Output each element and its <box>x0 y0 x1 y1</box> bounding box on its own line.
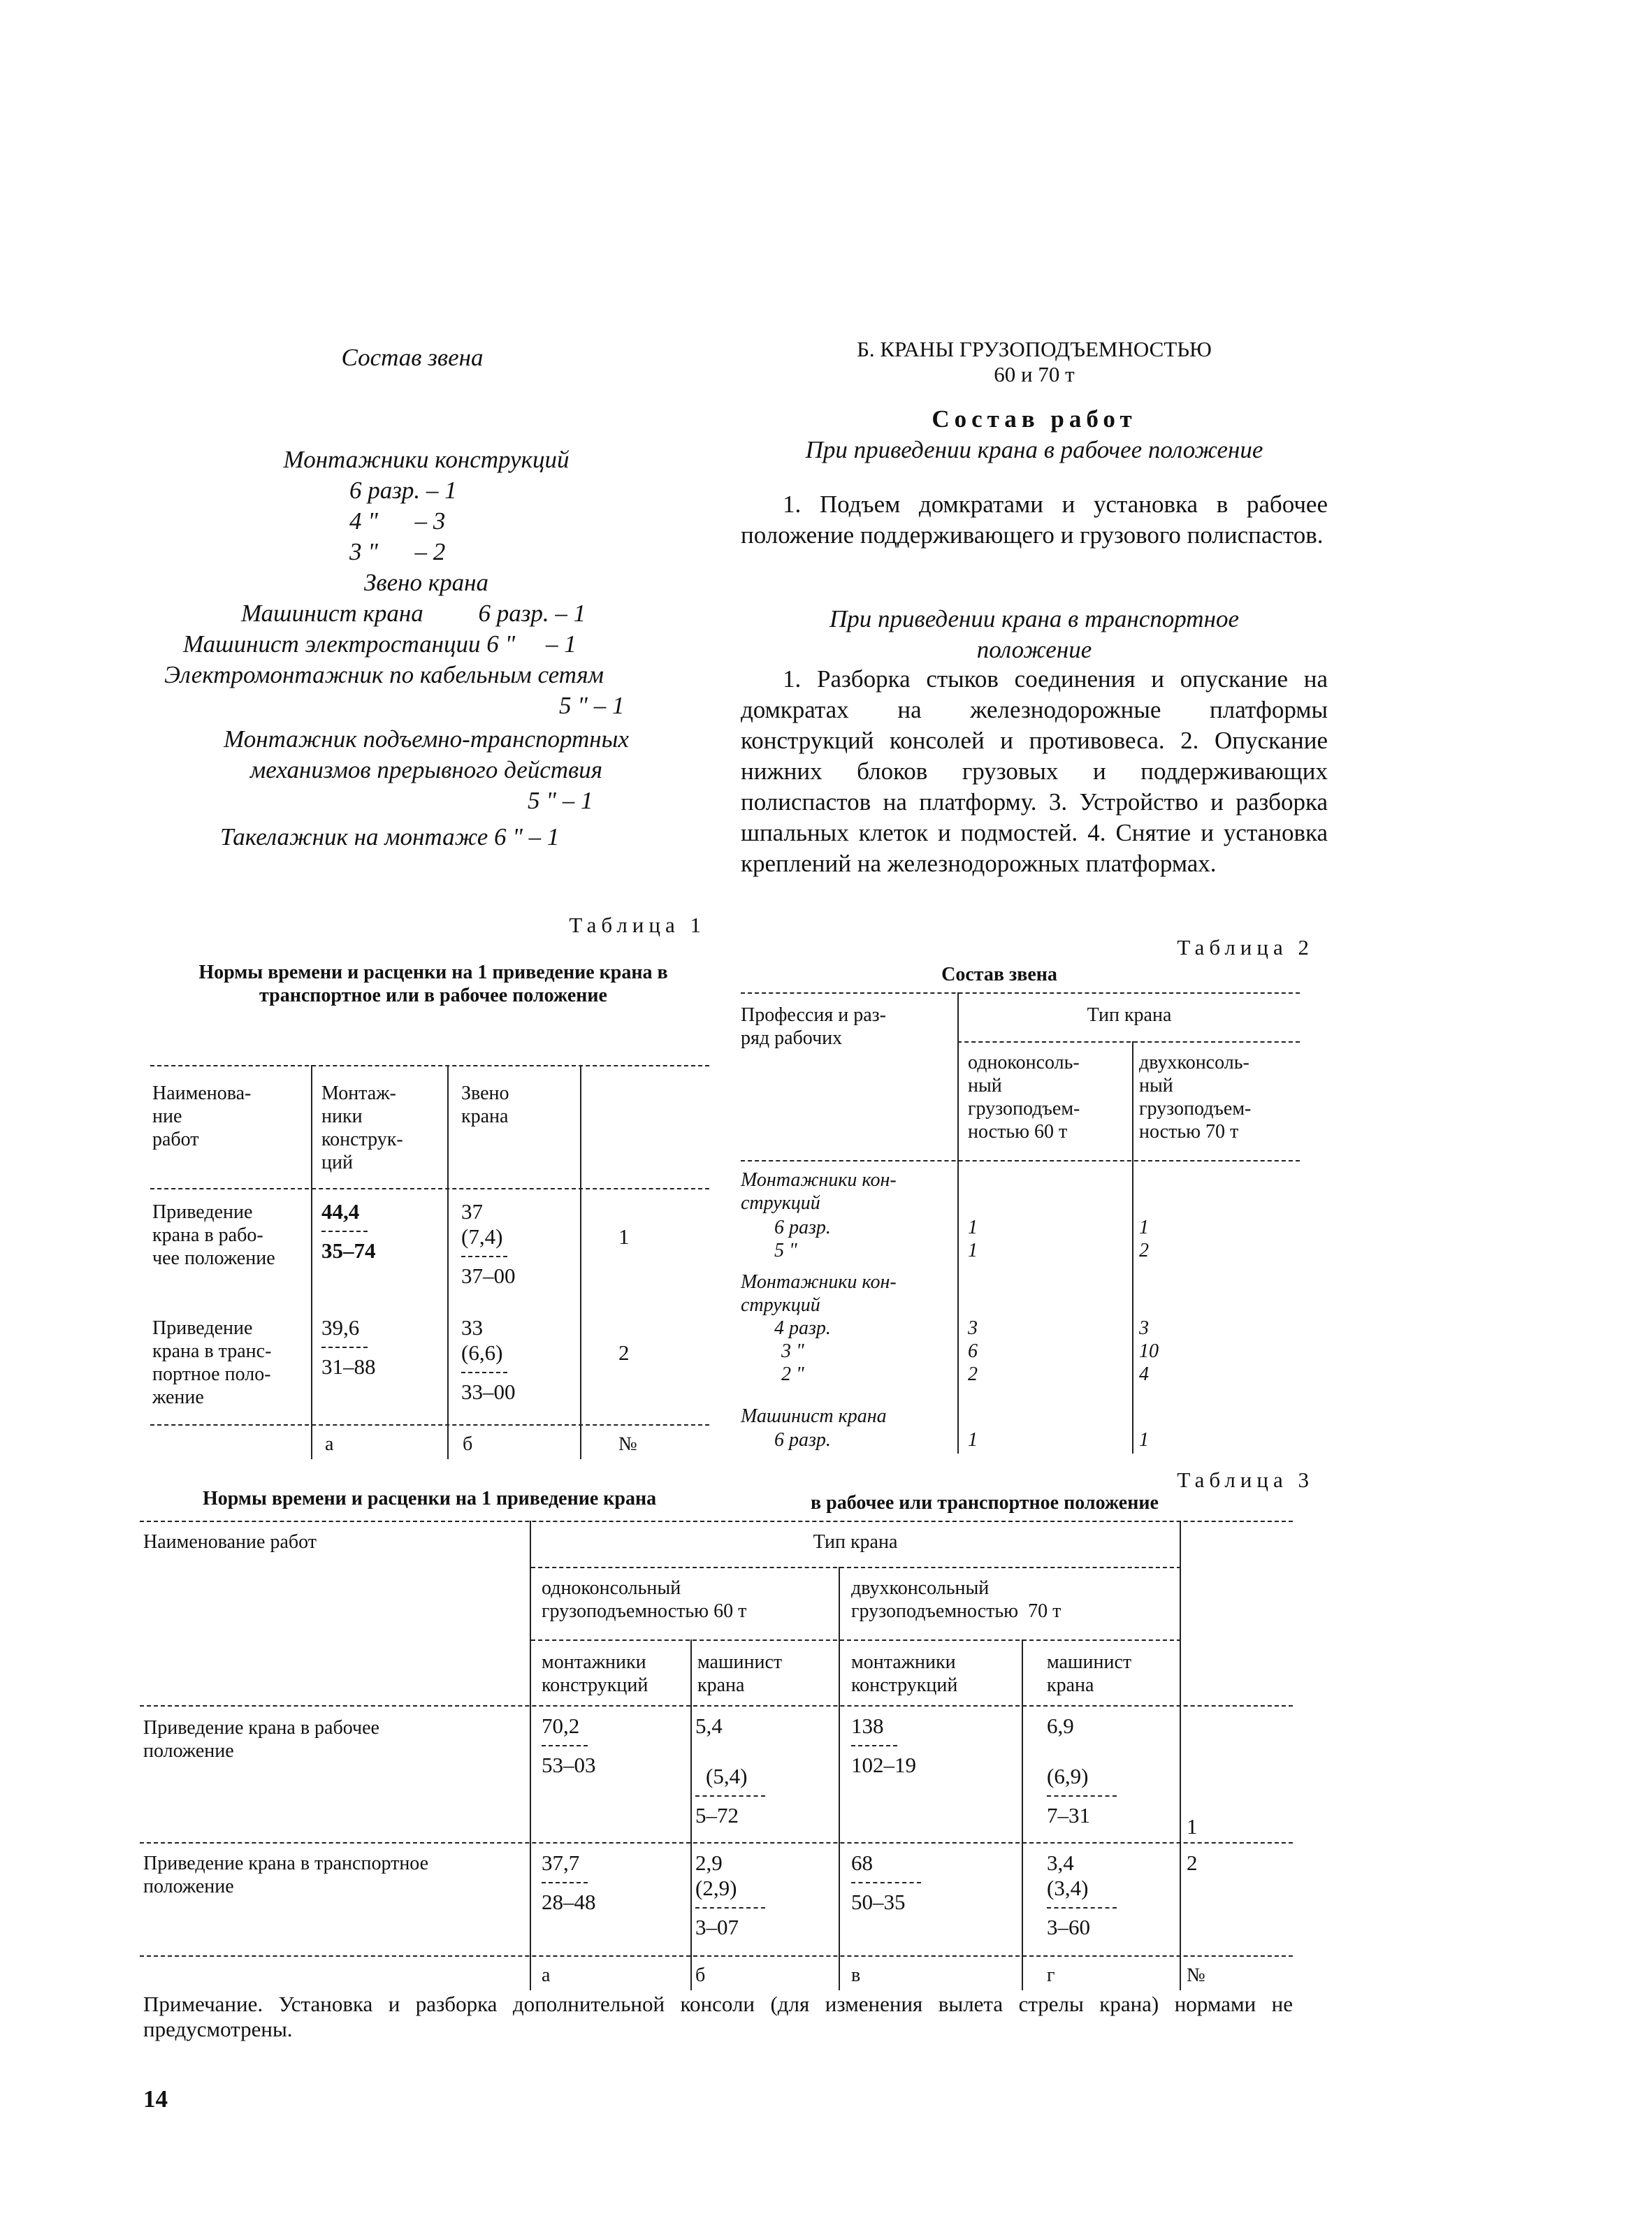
crew-line: Звено крана <box>364 569 488 596</box>
t2-row-val1: 2 <box>968 1363 978 1385</box>
crew-line: 3 " – 2 <box>349 538 446 565</box>
crew-line: 6 разр. – 1 <box>349 477 457 504</box>
crew-line: механизмов прерывного действия <box>249 756 603 783</box>
t2-row-val2: 4 <box>1139 1363 1149 1385</box>
table3-label: Таблица 3 <box>1177 1468 1314 1492</box>
t2-header-col1: одноконсоль- ный грузоподъем- ностью 60 т <box>968 1052 1080 1143</box>
t3-footer-a: а <box>542 1964 551 1986</box>
t3-sub-3: монтажники конструкций <box>851 1651 958 1696</box>
section-title: Б. КРАНЫ ГРУЗОПОДЪЕМНОСТЬЮ <box>857 337 1212 361</box>
t1-header-name: Наименова- ние работ <box>152 1083 252 1150</box>
t2-row-label: 5 " <box>774 1240 797 1261</box>
crew-list <box>140 444 713 853</box>
t3-row2-d: 3,4 (3,4) 3–60 <box>1047 1851 1117 1940</box>
t2-row-val2: 1 <box>1139 1429 1149 1451</box>
t3-row2-b: 2,9 (2,9) 3–07 <box>695 1851 765 1940</box>
t3-sub-2: машинист крана <box>697 1651 783 1696</box>
crew-line: Электромонтажник по кабельным сетям <box>164 661 604 688</box>
t3-footer-b: б <box>695 1964 706 1986</box>
t2-group3-name: Машинист крана <box>741 1405 887 1427</box>
t1-row2-zveno: 33 (6,6) 33–00 <box>461 1315 516 1404</box>
t1-row1-no: 1 <box>618 1224 630 1249</box>
t3-row1-a: 70,2 53–03 <box>542 1714 596 1777</box>
footnote: Примечание. Установка и разборка дополнительной консоли (для изменения вылета стрелы крана) нормами не предусмотрены. <box>143 1992 1293 2041</box>
t1-row1-name: Приведение крана в рабо- чее положение <box>152 1201 275 1269</box>
t3-row1-b: 5,4 (5,4) 5–72 <box>695 1714 765 1828</box>
works-title: Состав работ <box>932 405 1137 433</box>
crew-title: Состав звена <box>341 344 484 371</box>
table2-title: Состав звена <box>941 964 1057 985</box>
table3-title-a: Нормы времени и расценки на 1 приведение крана <box>203 1488 657 1509</box>
t1-header-zveno: Звено крана <box>461 1083 509 1127</box>
t1-footer-no: № <box>618 1433 637 1455</box>
t3-footer-g: г <box>1047 1964 1055 1986</box>
t1-row1-zveno: 37 (7,4) 37–00 <box>461 1199 516 1288</box>
t3-header-name: Наименование работ <box>143 1531 317 1553</box>
t1-footer-a: а <box>325 1433 334 1455</box>
t1-row2-no: 2 <box>618 1340 630 1365</box>
work-text-1: 1. Подъем домкратами и установка в рабочее положение поддерживающего и грузового полиспастов. <box>741 491 1328 549</box>
crew-line: Машинист крана 6 разр. – 1 <box>241 600 586 627</box>
crew-line: 4 " – 3 <box>349 507 446 535</box>
t1-header-montazh: Монтаж- ники конструк- ций <box>321 1083 403 1173</box>
t1-footer-b: б <box>463 1433 473 1455</box>
t2-header-type: Тип крана <box>1087 1004 1172 1026</box>
t3-row2-no: 2 <box>1187 1851 1198 1875</box>
crew-line: 5 " – 1 <box>528 787 593 814</box>
table3-title-b: в рабочее или транспортное положение <box>811 1492 1159 1514</box>
t2-group2-name: Монтажники кон- струкций <box>741 1271 897 1316</box>
t3-header-type: Тип крана <box>813 1531 898 1553</box>
t3-row2-name: Приведение крана в транспортное положение <box>143 1853 429 1897</box>
t3-row2-c: 68 50–35 <box>851 1851 921 1915</box>
t2-header-col2: двухконсоль- ный грузоподъем- ностью 70 т <box>1139 1052 1252 1143</box>
t2-row-val2: 1 <box>1139 1217 1149 1238</box>
crew-line: Такелажник на монтаже 6 " – 1 <box>220 823 560 850</box>
t1-row2-montazh: 39,6 31–88 <box>321 1315 376 1379</box>
t3-header-group2: двухконсольный грузоподъемностью 70 т <box>851 1577 1062 1622</box>
t2-row-val2: 2 <box>1139 1240 1149 1261</box>
t3-sub-1: монтажники конструкций <box>542 1651 649 1696</box>
t3-row2-a: 37,7 28–48 <box>542 1851 596 1914</box>
page-number: 14 <box>143 2085 168 2113</box>
t2-row-label: 3 " <box>781 1340 804 1362</box>
t2-row-label: 4 разр. <box>774 1317 831 1339</box>
t3-row1-name: Приведение крана в рабочее положение <box>143 1717 379 1762</box>
work-text-2: 1. Разборка стыков соединения и опускание на домкратах на железнодорожные платформы конструкций консолей и противовеса. 2. Опускание нижних блоков грузовых и поддерживающих полиспастов на платформу. 3. Устройство и разборка шпальных клеток и подмостей. 4. Снятие и установка креплений на железнодорожных платформах. <box>741 665 1328 877</box>
t2-row-val2: 3 <box>1139 1317 1149 1339</box>
t2-row-val1: 6 <box>968 1340 978 1362</box>
t2-header-profession: Профессия и раз- ряд рабочих <box>741 1004 887 1049</box>
t2-group1-name: Монтажники кон- струкций <box>741 1169 897 1214</box>
table1-label: Таблица 1 <box>569 913 706 937</box>
t2-row-val2: 10 <box>1139 1340 1159 1362</box>
t1-row1-montazh: 44,4 35–74 <box>321 1199 376 1263</box>
crew-line: Машинист электростанции 6 " – 1 <box>183 630 577 658</box>
t3-row1-d: 6,9 (6,9) 7–31 <box>1047 1714 1117 1828</box>
t2-row-val1: 3 <box>968 1317 978 1339</box>
crew-line: 5 " – 1 <box>559 692 625 719</box>
t3-header-group1: одноконсольный грузоподъемностью 60 т <box>542 1577 747 1622</box>
section-subtitle: 60 и 70 т <box>994 362 1075 386</box>
t3-row1-no: 1 <box>1187 1814 1198 1839</box>
table1-title: Нормы времени и расценки на 1 приведение крана в транспортное или в рабочее положение <box>198 962 668 1006</box>
t3-row1-c: 138 102–19 <box>851 1714 916 1777</box>
t2-row-label: 6 разр. <box>774 1217 831 1238</box>
t2-row-label: 2 " <box>781 1363 804 1385</box>
t2-row-label: 6 разр. <box>774 1429 831 1451</box>
t2-row-val1: 1 <box>968 1240 978 1261</box>
t3-footer-v: в <box>851 1964 861 1986</box>
t3-sub-4: машинист крана <box>1047 1651 1132 1696</box>
crew-line: Монтажник подъемно-транспортных <box>224 725 629 753</box>
work-heading-1: При приведении крана в рабочее положение <box>805 436 1263 463</box>
table2-label: Таблица 2 <box>1177 935 1314 960</box>
t2-row-val1: 1 <box>968 1429 978 1451</box>
work-heading-2: При приведении крана в транспортное положение <box>829 605 1239 663</box>
t3-footer-no: № <box>1187 1964 1205 1986</box>
t1-row2-name: Приведение крана в транс- портное поло- жение <box>152 1317 272 1408</box>
crew-line: Монтажники конструкций <box>283 446 570 473</box>
t2-row-val1: 1 <box>968 1217 978 1238</box>
